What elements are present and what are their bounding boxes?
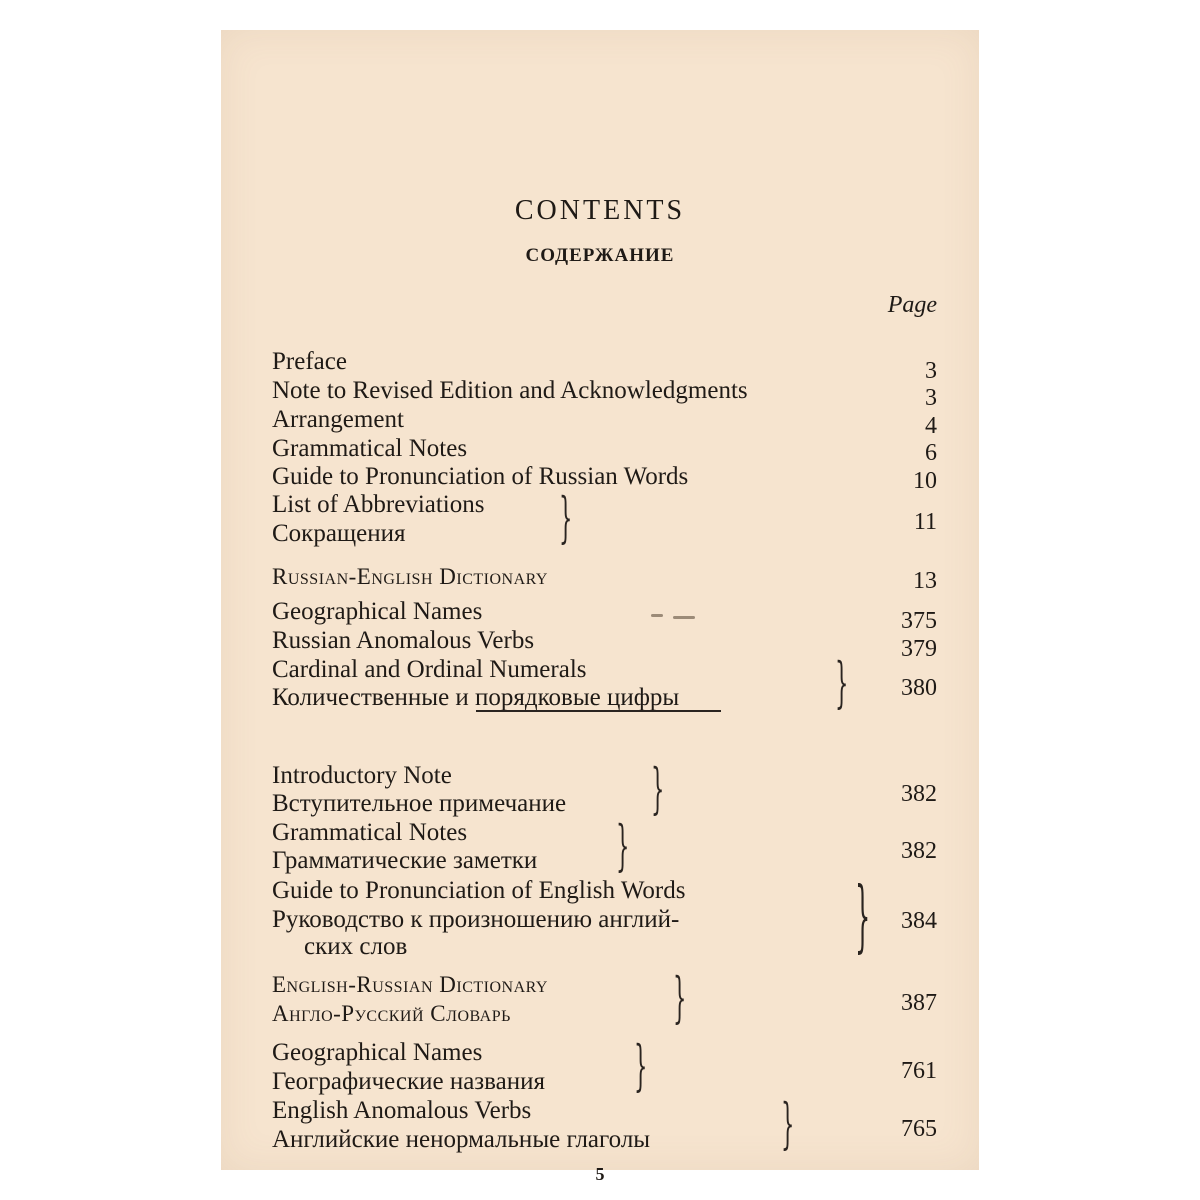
right-brace: } <box>616 815 630 879</box>
book-page <box>221 30 979 1184</box>
toc-page-number: 4 <box>925 413 937 439</box>
toc-entry-guide-english-pronunciation-russian: Руководство к произношению англий- <box>272 906 680 933</box>
toc-page-number: 6 <box>925 440 937 466</box>
toc-page-number: 384 <box>901 908 937 934</box>
page-folio-number: 5 <box>595 1164 605 1184</box>
toc-page-number: 11 <box>913 509 937 535</box>
toc-entry-cardinal-ordinal-numerals: Cardinal and Ordinal Numerals <box>272 656 587 683</box>
toc-entry-guide-english-pronunciation: Guide to Pronunciation of English Words <box>272 877 686 904</box>
toc-entry-grammatical-notes: Grammatical Notes <box>272 435 468 462</box>
contents-title: CONTENTS <box>514 195 686 226</box>
right-brace: } <box>634 1035 648 1099</box>
toc-entry-abbreviations-russian: Сокращения <box>272 520 406 547</box>
right-brace: } <box>855 872 871 964</box>
toc-entry-russian-anomalous-verbs: Russian Anomalous Verbs <box>272 627 535 654</box>
toc-page-number: 382 <box>901 781 937 807</box>
print-speck <box>651 614 663 617</box>
section-divider <box>476 710 721 712</box>
toc-page-number: 10 <box>913 468 937 494</box>
toc-entry-geographical-names: Geographical Names <box>272 598 483 625</box>
toc-entry-english-russian-dictionary-russian: Англо-Русский Словарь <box>272 1001 511 1026</box>
right-brace: } <box>651 758 665 822</box>
toc-page-number: 375 <box>901 608 937 634</box>
toc-page-number: 379 <box>901 636 937 662</box>
toc-page-number: 3 <box>925 358 937 384</box>
toc-entry-geographical-names-russian: Географические названия <box>272 1068 546 1095</box>
toc-page-number: 3 <box>925 385 937 411</box>
right-brace: } <box>559 487 573 551</box>
toc-entry-english-russian-dictionary: English-Russian Dictionary <box>272 972 548 997</box>
toc-entry-grammatical-notes-russian: Грамматические заметки <box>272 847 538 874</box>
toc-page-number: 765 <box>901 1116 937 1142</box>
toc-page-number: 380 <box>901 675 937 701</box>
right-brace: } <box>673 967 687 1031</box>
toc-entry-list-of-abbreviations: List of Abbreviations <box>272 491 485 518</box>
toc-entry-guide-english-pronunciation-russian-cont: ских слов <box>304 933 408 960</box>
right-brace: } <box>781 1093 795 1157</box>
toc-page-number: 761 <box>901 1058 937 1084</box>
right-brace: } <box>835 652 849 716</box>
toc-page-number: 387 <box>901 990 937 1016</box>
toc-entry-introductory-note-russian: Вступительное примечание <box>272 790 567 817</box>
print-speck <box>673 616 695 619</box>
toc-page-number: 13 <box>913 568 937 594</box>
page-column-heading: Page <box>887 292 937 318</box>
toc-entry-arrangement: Arrangement <box>272 406 404 433</box>
contents-subtitle-russian: СОДЕРЖАНИЕ <box>525 245 675 266</box>
toc-entry-russian-english-dictionary: Russian-English Dictionary <box>272 564 548 589</box>
toc-entry-introductory-note: Introductory Note <box>272 762 452 789</box>
toc-entry-grammatical-notes-english: Grammatical Notes <box>272 819 468 846</box>
toc-page-number: 382 <box>901 838 937 864</box>
toc-entry-guide-russian-pronunciation: Guide to Pronunciation of Russian Words <box>272 463 689 490</box>
toc-entry-geographical-names-english: Geographical Names <box>272 1039 483 1066</box>
toc-entry-preface: Preface <box>272 348 347 375</box>
toc-entry-numerals-russian: Количественные и порядковые цифры <box>272 684 680 711</box>
toc-entry-note-revised-edition: Note to Revised Edition and Acknowledgments <box>272 377 748 404</box>
toc-entry-english-anomalous-verbs-russian: Английские ненормальные глаголы <box>272 1126 651 1153</box>
toc-entry-english-anomalous-verbs: English Anomalous Verbs <box>272 1097 532 1124</box>
